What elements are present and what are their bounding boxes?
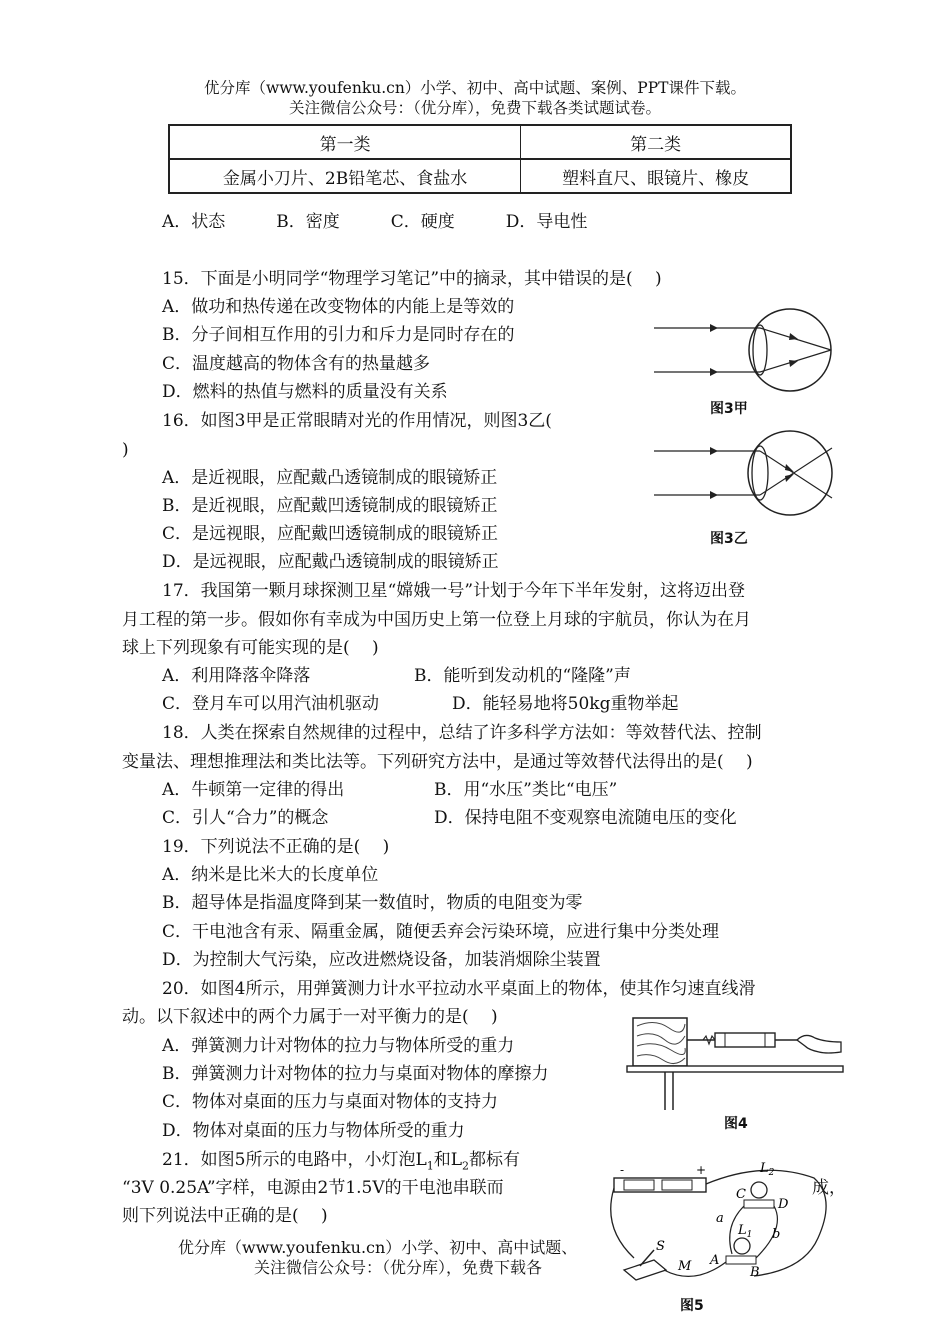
q21-stem-1c: 都标有: [469, 1150, 521, 1170]
table-cell-1: 金属小刀片、2B铅笔芯、食盐水: [169, 159, 521, 193]
fig5-d: D: [778, 1197, 789, 1212]
q16-stem-cont: ): [122, 440, 129, 460]
q15-stem: 15．下面是小明同学“物理学习笔记”中的摘录，其中错误的是( ): [162, 269, 662, 289]
fig5-l1: $L_1$: [738, 1223, 753, 1240]
table-cell-2: 塑料直尺、眼镜片、橡皮: [521, 159, 791, 193]
q20-option-b: B．弹簧测力计对物体的拉力与桌面对物体的摩擦力: [162, 1064, 549, 1084]
q20-stem-1: 20．如图4所示，用弹簧测力计水平拉动水平桌面上的物体，使其作匀速直线滑: [162, 979, 756, 999]
q16-stem: 16．如图3甲是正常眼睛对光的作用情况，则图3乙(: [162, 411, 552, 431]
q21-stem-3: 则下列说法中正确的是( ): [122, 1206, 328, 1226]
fig5-m: M: [678, 1259, 692, 1274]
table-header-1: 第一类: [169, 125, 521, 159]
q17-stem-3: 球上下列现象有可能实现的是( ): [122, 638, 379, 658]
q18-stem-2: 变量法、理想推理法和类比法等。下列研究方法中，是通过等效替代法得出的是( ): [122, 752, 753, 772]
q16-option-c: C．是远视眼，应配戴凹透镜制成的眼镜矫正: [162, 524, 499, 544]
q19-option-a: A．纳米是比米大的长度单位: [162, 865, 379, 885]
fig5-l2: $L_2$: [760, 1161, 775, 1178]
figure-4-caption: 图4: [724, 1116, 748, 1132]
q19-option-d: D．为控制大气污染，应改进燃烧设备，加装消烟除尘装置: [162, 950, 601, 970]
q18-stem-1: 18．人类在探索自然规律的过程中，总结了许多科学方法如：等效替代法、控制: [162, 723, 762, 743]
q20-option-d: D．物体对桌面的压力与物体所受的重力: [162, 1121, 465, 1141]
fig5-plus: +: [696, 1163, 707, 1177]
q17-stem-1: 17．我国第一颗月球探测卫星“嫦娥一号”计划于今年下半年发射，这将迈出登: [162, 581, 746, 601]
q21-stem-2: “3V 0.25A”字样，电源由2节1.5V的干电池串联而: [122, 1178, 504, 1198]
classification-table: [168, 124, 792, 194]
q16-option-b: B．是近视眼，应配戴凹透镜制成的眼镜矫正: [162, 496, 498, 516]
q21-stem-2-end: 成，: [812, 1178, 846, 1198]
fig5-s: S: [656, 1239, 665, 1254]
q20-stem-2: 动。以下叙述中的两个力属于一对平衡力的是( ): [122, 1007, 498, 1027]
footer-line-1: 优分库（www.youfenku.cn）小学、初中、高中试题、: [178, 1238, 578, 1257]
fig5-b-point: B: [750, 1265, 760, 1280]
figure-5-caption: 图5: [680, 1298, 704, 1314]
q18-option-d: D．保持电阻不变观察电流随电压的变化: [434, 808, 737, 828]
q15-option-c: C．温度越高的物体含有的热量越多: [162, 354, 431, 374]
q14-options: A．状态 B．密度 C．硬度 D．导电性: [162, 212, 588, 232]
q15-option-a: A．做功和热传递在改变物体的内能上是等效的: [162, 297, 515, 317]
q21-sub-2: 2: [462, 1159, 470, 1173]
q18-option-c: C．引人“合力”的概念: [162, 808, 329, 828]
header-line-1: 优分库（www.youfenku.cn）小学、初中、高中试题、案例、PPT课件下载。: [203, 79, 747, 97]
q17-option-b: B．能听到发动机的“隆隆”声: [414, 666, 631, 686]
q17-option-a: A．利用降落伞降落: [162, 666, 311, 686]
fig5-b-wire: b: [772, 1227, 781, 1242]
fig5-minus: -: [620, 1163, 625, 1177]
q15-option-b: B．分子间相互作用的引力和斥力是同时存在的: [162, 325, 515, 345]
fig5-c: C: [736, 1187, 746, 1202]
q18-option-a: A．牛顿第一定律的得出: [162, 780, 345, 800]
q20-option-c: C．物体对桌面的压力与桌面对物体的支持力: [162, 1092, 499, 1112]
footer-line-2: 关注微信公众号：（优分库），免费下载各: [254, 1258, 543, 1277]
figure-3a-normal-eye: [650, 308, 840, 398]
figure-4-spring-scale: [625, 1012, 845, 1112]
figure-5-circuit: [604, 1158, 838, 1294]
q17-option-c: C．登月车可以用汽油机驱动: [162, 694, 380, 714]
q21-stem-1a: 21．如图5所示的电路中，小灯泡L: [162, 1150, 427, 1170]
q21-sub-1: 1: [426, 1159, 434, 1173]
q19-option-c: C．干电池含有汞、隔重金属，随便丢弃会污染环境，应进行集中分类处理: [162, 922, 720, 942]
q17-option-d: D．能轻易地将50kg重物举起: [452, 694, 679, 714]
figure-3b-caption: 图3乙: [710, 531, 748, 547]
q18-option-b: B．用“水压”类比“电压”: [434, 780, 618, 800]
q15-option-d: D．燃料的热值与燃料的质量没有关系: [162, 382, 448, 402]
q16-option-d: D．是远视眼，应配戴凸透镜制成的眼镜矫正: [162, 552, 499, 572]
fig5-a-point: A: [710, 1253, 720, 1268]
q20-option-a: A．弹簧测力计对物体的拉力与物体所受的重力: [162, 1036, 515, 1056]
table-header-2: 第二类: [521, 125, 791, 159]
q17-stem-2: 月工程的第一步。假如你有幸成为中国历史上第一位登上月球的宇航员，你认为在月: [122, 610, 751, 630]
q19-option-b: B．超导体是指温度降到某一数值时，物质的电阻变为零: [162, 893, 583, 913]
q19-stem: 19．下列说法不正确的是( ): [162, 837, 390, 857]
figure-3a-caption: 图3甲: [710, 401, 748, 417]
q21-stem-1b: 和L: [433, 1150, 463, 1170]
figure-3b-defective-eye: [650, 428, 840, 520]
q16-option-a: A．是近视眼，应配戴凸透镜制成的眼镜矫正: [162, 468, 498, 488]
header-line-2: 关注微信公众号：（优分库），免费下载各类试题试卷。: [288, 99, 661, 117]
fig5-a-wire: a: [716, 1211, 724, 1226]
q21-stem-1: [162, 1149, 520, 1177]
